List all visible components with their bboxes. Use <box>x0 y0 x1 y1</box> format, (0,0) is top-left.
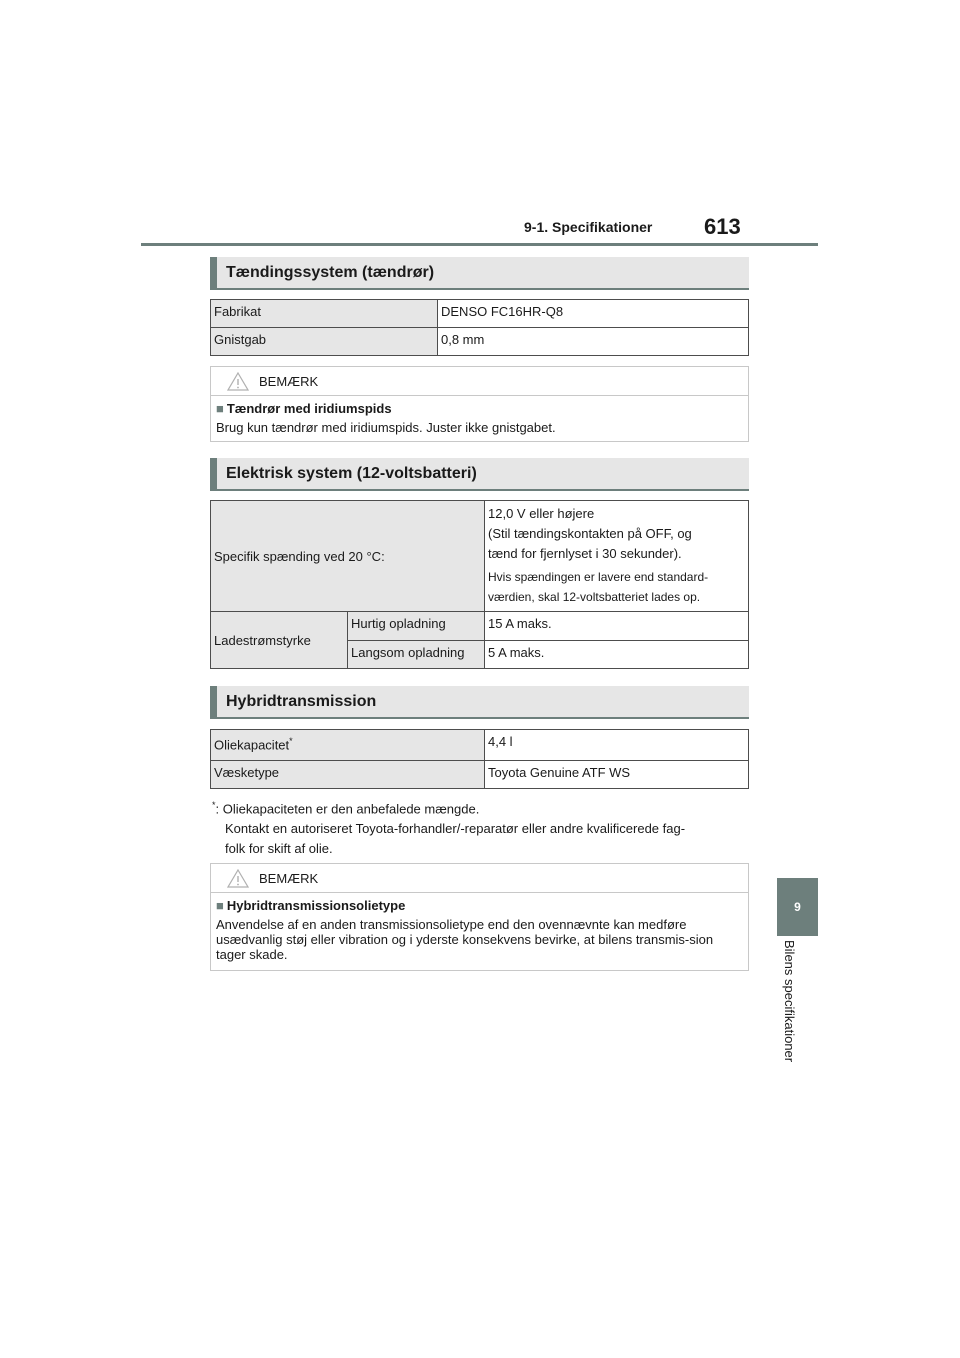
capacity-label: Oliekapacitet <box>214 737 290 753</box>
footnote-text: : Oliekapaciteten er den anbefalede mængde. <box>215 801 480 817</box>
voltage-line: tænd for fjernlyset i 30 sekunder). <box>488 546 682 561</box>
voltage-line: (Stil tændingskontakten på OFF, og <box>488 526 692 541</box>
table-cell-label: Specifik spænding ved 20 °C: <box>211 501 485 612</box>
hybrid-heading: Hybridtransmission <box>210 686 749 719</box>
table-cell-value: 15 A maks. <box>485 612 749 641</box>
table-row <box>211 300 749 328</box>
table-cell-label: Gnistgab <box>211 328 438 356</box>
section-title: 9-1. Specifikationer <box>524 219 653 235</box>
table-cell-label: Fabrikat <box>211 300 438 328</box>
hybrid-table <box>210 729 749 789</box>
warning-triangle-icon <box>227 372 249 391</box>
note-header <box>211 864 748 893</box>
footnote-line <box>212 795 752 819</box>
footnote-line: Kontakt en autoriseret Toyota-forhandler/-reparatør eller andre kvalificerede fag- <box>225 821 686 837</box>
note-text: Brug kun tændrør med iridiumspids. Juster ikke gnistgabet. <box>216 420 556 435</box>
electrical-heading: Elektrisk system (12-voltsbatteri) <box>210 458 749 491</box>
footnote <box>212 795 752 859</box>
square-bullet-icon: ■ <box>216 898 224 913</box>
note-body <box>211 893 748 970</box>
table-cell-label: Ladestrømstyrke <box>211 612 348 669</box>
note-subtitle <box>216 898 742 913</box>
footnote-mark: * <box>212 800 216 810</box>
table-cell-value: 0,8 mm <box>438 328 749 356</box>
square-bullet-icon: ■ <box>216 401 224 416</box>
table-cell-value: Toyota Genuine ATF WS <box>485 761 749 789</box>
chapter-tab: 9 <box>777 878 818 936</box>
table-row <box>211 761 749 789</box>
note-header <box>211 367 748 396</box>
note-subtitle-text: Tændrør med iridiumspids <box>226 401 392 416</box>
table-cell-value: 5 A maks. <box>485 641 749 669</box>
note-title: BEMÆRK <box>259 871 319 886</box>
table-cell-sublabel: Langsom opladning <box>348 641 485 669</box>
note-box <box>210 366 749 442</box>
table-cell-label: Væsketype <box>211 761 485 789</box>
chapter-title: Bilens specifikationer <box>782 940 797 1063</box>
voltage-line: 12,0 V eller højere <box>488 506 595 521</box>
ignition-table <box>210 299 749 356</box>
table-cell-value: 4,4 l <box>485 730 749 761</box>
table-cell-value <box>485 501 749 612</box>
note-title: BEMÆRK <box>259 374 319 389</box>
voltage-line: Hvis spændingen er lavere end standard- <box>488 570 709 584</box>
note-subtitle-text: Hybridtransmissionsolietype <box>226 898 406 913</box>
ignition-heading: Tændingssystem (tændrør) <box>210 257 749 290</box>
note-box <box>210 863 749 971</box>
table-row <box>211 612 749 641</box>
table-row <box>211 328 749 356</box>
footnote-line: folk for skift af olie. <box>225 841 333 857</box>
table-row <box>211 730 749 761</box>
voltage-line: værdien, skal 12-voltsbatteriet lades op. <box>488 590 701 604</box>
note-text: Anvendelse af en anden transmissionsolietype end den ovennævnte kan medføre usædvanlig støj eller vibration og i yderste konsekvens bevirke, at bilens transmis-sion tager skade. <box>216 917 714 962</box>
electrical-table <box>210 500 749 669</box>
table-cell-value: DENSO FC16HR-Q8 <box>438 300 749 328</box>
table-cell-label <box>211 730 485 761</box>
table-row <box>211 501 749 612</box>
warning-triangle-icon <box>227 869 249 888</box>
header-rule <box>141 243 818 246</box>
note-subtitle <box>216 401 742 416</box>
table-cell-sublabel: Hurtig opladning <box>348 612 485 641</box>
note-body <box>211 396 748 441</box>
footnote-mark: * <box>289 736 293 746</box>
page-number: 613 <box>704 214 741 239</box>
